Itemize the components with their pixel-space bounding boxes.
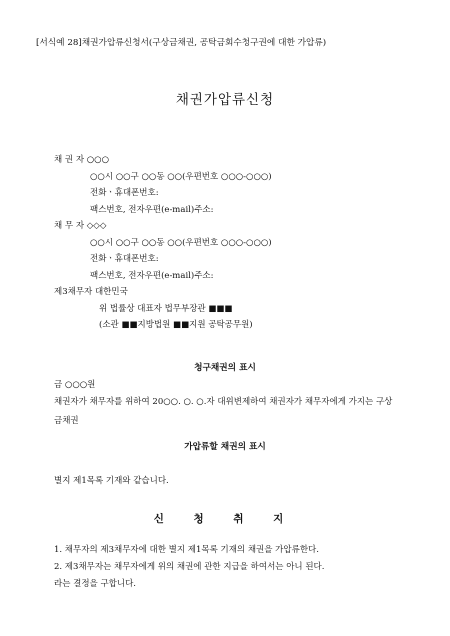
claim-description: 채권자가 채무자를 위하여 20○○. ○. ○.자 대위변제하여 채권자가 채무자에게 가지는 구상금채권 bbox=[54, 397, 393, 426]
debtor-address: ○○시 ○○구 ○○동 ○○(우편번호 ○○○-○○○) bbox=[90, 238, 272, 248]
debtor-phone: 전화ㆍ휴대폰번호: bbox=[90, 254, 159, 264]
application-item: 1. 채무자의 제3채무자에 대한 별지 제1목록 기재의 채권을 가압류한다. bbox=[54, 545, 319, 555]
debtor-fax: 팩스번호, 전자우편(e-mail)주소: bbox=[90, 271, 214, 281]
debtor-label: 채 무 자 ◇◇◇ bbox=[54, 221, 107, 231]
seized-text: 별지 제1목록 기재와 같습니다. bbox=[54, 476, 169, 486]
application-heading: 신 청 취 지 bbox=[153, 513, 297, 525]
creditor-label: 채 권 자 ○○○ bbox=[54, 155, 109, 165]
document-title: 채권가압류신청 bbox=[175, 92, 275, 108]
creditor-fax: 팩스번호, 전자우편(e-mail)주소: bbox=[90, 205, 214, 215]
form-header: [서식예 28]채권가압류신청서(구상금채권, 공탁금회수청구권에 대한 가압류) bbox=[36, 38, 327, 48]
third-debtor-jurisdiction: (소관 ■■지방법원 ■■지원 공탁공무원) bbox=[99, 320, 253, 330]
application-closing: 라는 결정을 구합니다. bbox=[54, 579, 137, 589]
claim-amount: 금 ○○○원 bbox=[54, 380, 96, 390]
claim-heading: 청구채권의 표시 bbox=[194, 363, 256, 373]
creditor-address: ○○시 ○○구 ○○동 ○○(우편번호 ○○○-○○○) bbox=[90, 172, 272, 182]
creditor-phone: 전화ㆍ휴대폰번호: bbox=[90, 188, 159, 198]
third-debtor-label: 제3채무자 대한민국 bbox=[54, 287, 128, 297]
application-item: 2. 제3채무자는 채무자에게 위의 채권에 관한 지급을 하여서는 아니 된다. bbox=[54, 562, 325, 572]
seized-heading: 가압류할 채권의 표시 bbox=[184, 442, 266, 452]
third-debtor-representative: 위 법률상 대표자 법무부장관 ■■■ bbox=[99, 304, 233, 314]
